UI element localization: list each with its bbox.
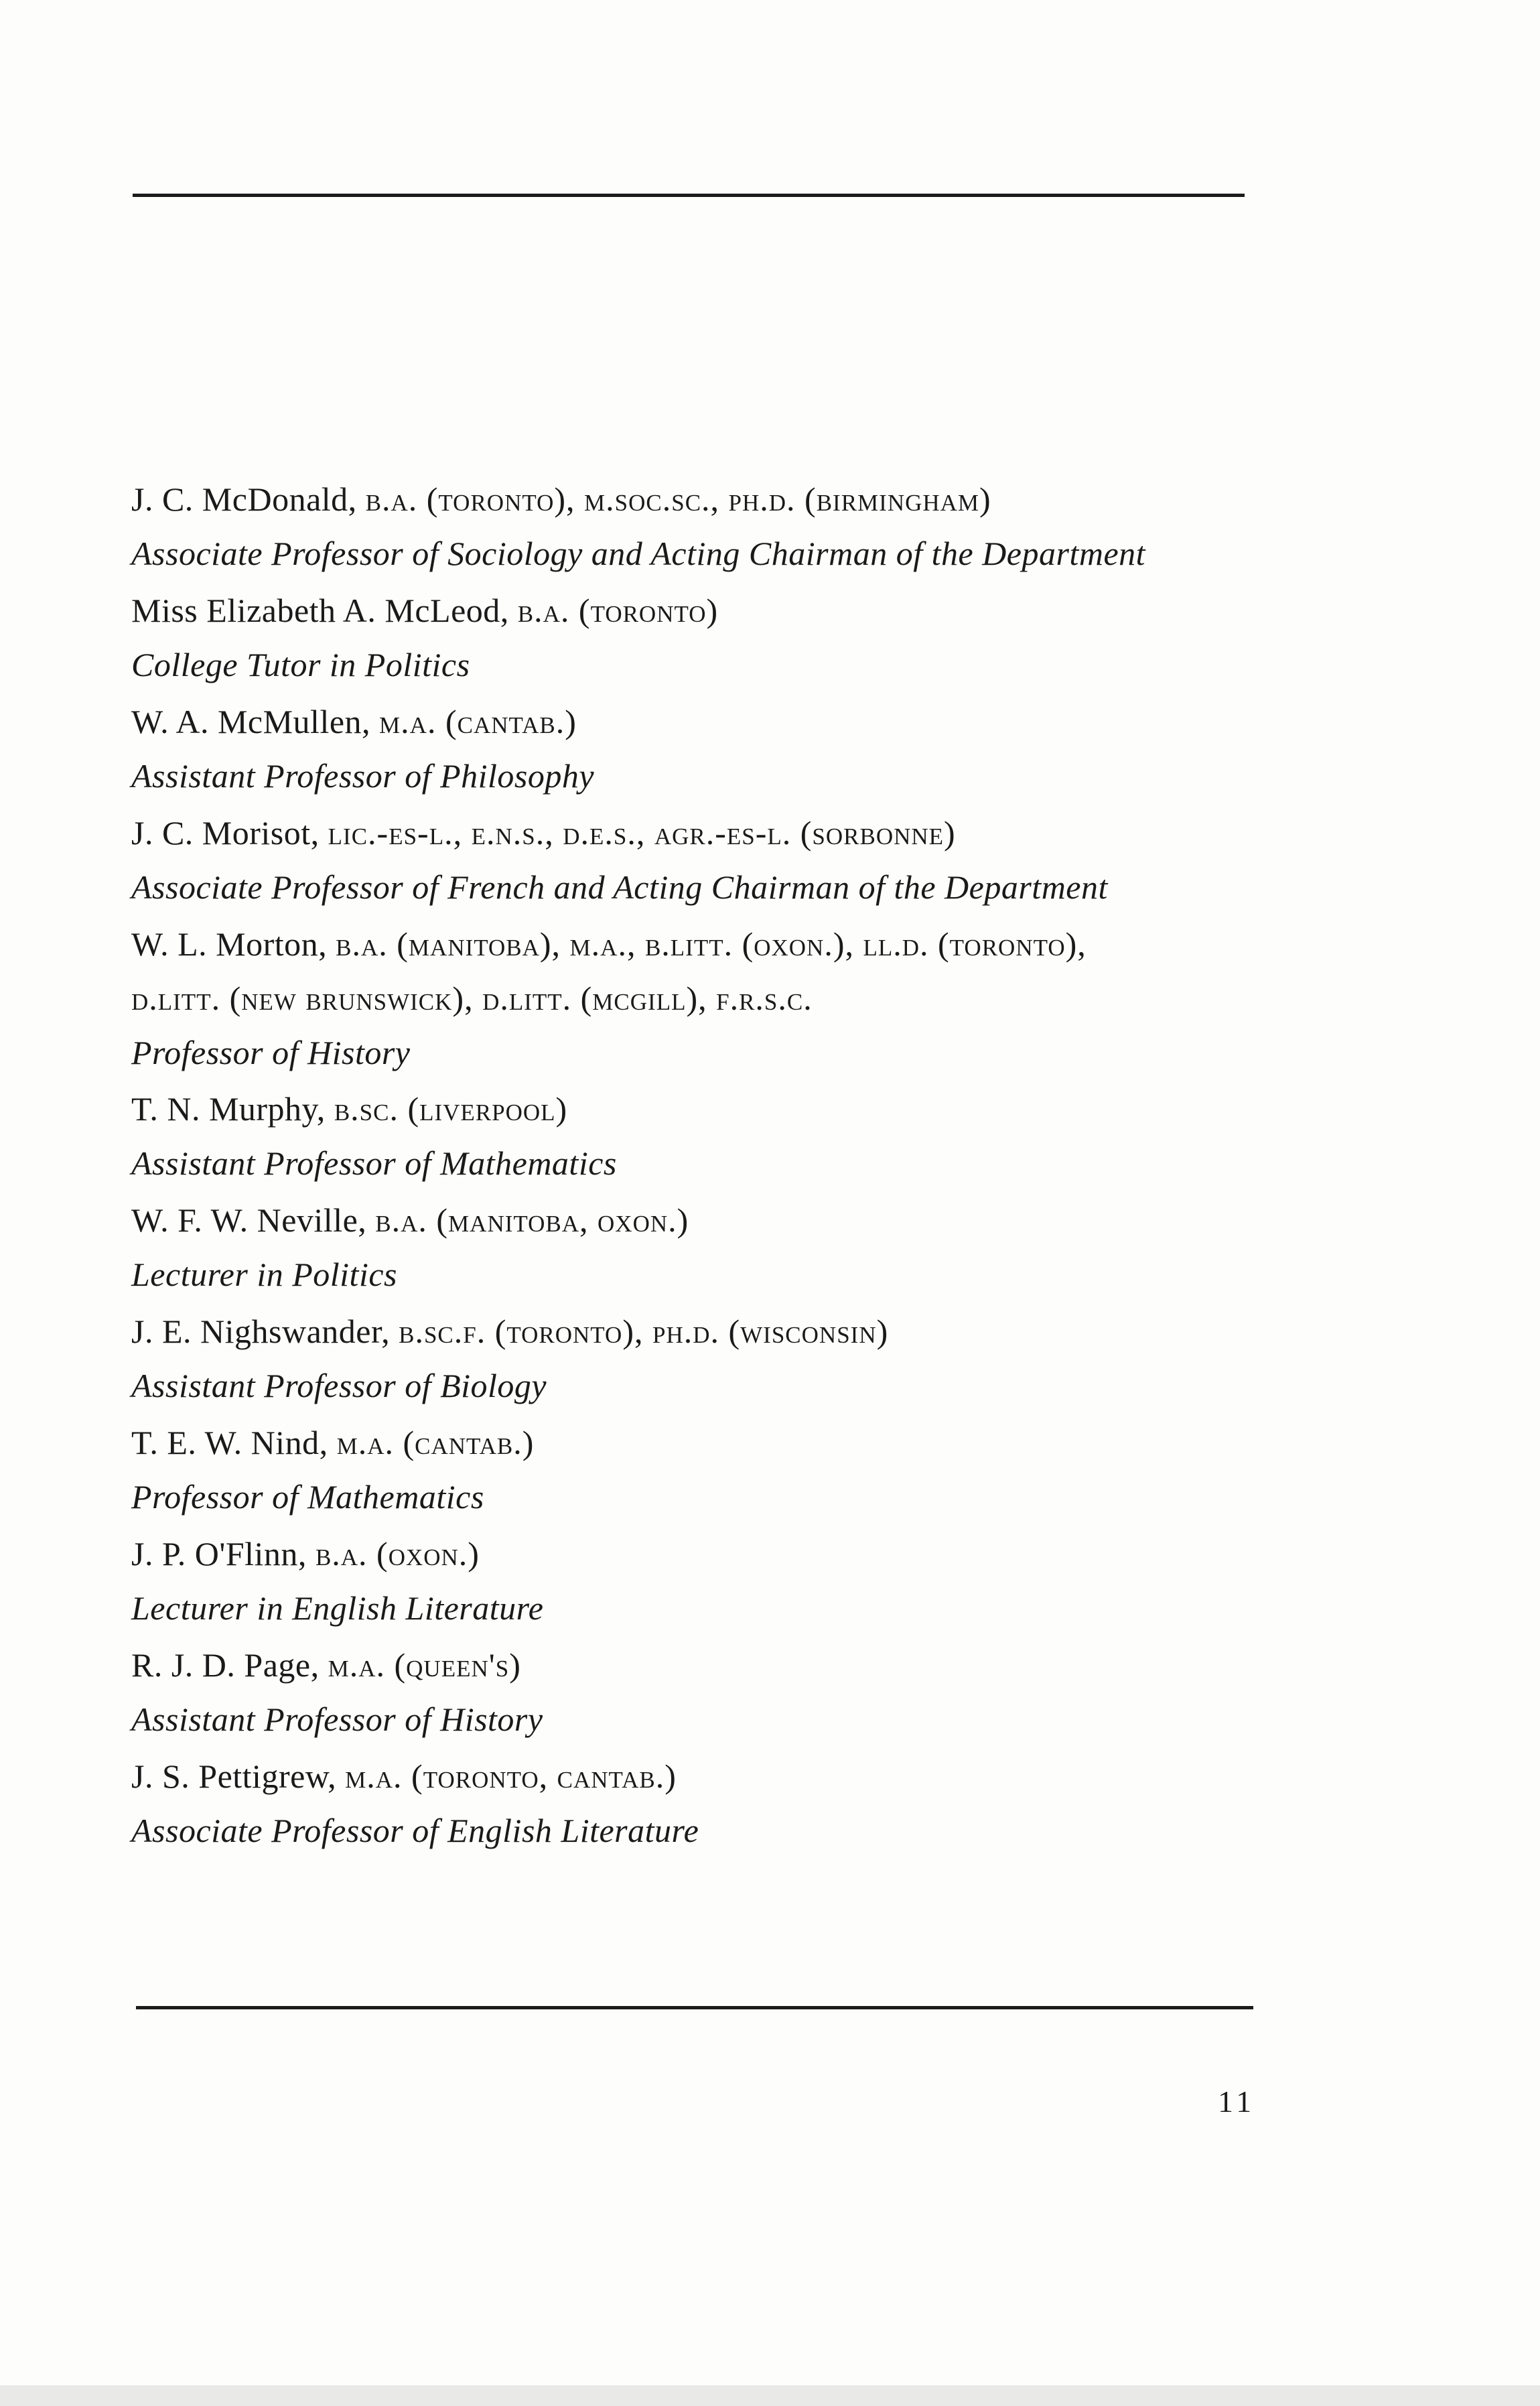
faculty-degrees: m.a. (cantab.) — [379, 703, 577, 740]
faculty-degrees: b.a. (manitoba), m.a., b.litt. (oxon.), ll.d. (toronto), — [336, 925, 1087, 963]
faculty-degrees: lic.-es-l., e.n.s., d.e.s., agr.-es-l. (sorbonne) — [328, 814, 956, 852]
faculty-name-line — [131, 1082, 1270, 1136]
faculty-name-line — [131, 1638, 1270, 1692]
faculty-name: R. J. D. Page, — [131, 1646, 320, 1684]
faculty-degrees: m.a. (queen's) — [328, 1646, 521, 1684]
faculty-name: T. N. Murphy, — [131, 1090, 326, 1128]
faculty-title: Assistant Professor of Philosophy — [131, 757, 595, 795]
page-number: 11 — [1218, 2084, 1256, 2119]
faculty-entry — [131, 584, 1270, 695]
faculty-name-line — [131, 1749, 1270, 1804]
faculty-degrees-continued: d.litt. (new brunswick), d.litt. (mcgill), f.r.s.c. — [131, 980, 813, 1017]
faculty-name: J. C. Morisot, — [131, 814, 320, 852]
top-rule — [133, 194, 1245, 197]
faculty-title: College Tutor in Politics — [131, 646, 470, 683]
faculty-name: W. A. McMullen, — [131, 703, 371, 740]
faculty-name-line — [131, 806, 1270, 860]
faculty-title: Associate Professor of Sociology and Acting Chairman of the Department — [131, 535, 1146, 572]
faculty-degrees: m.a. (cantab.) — [336, 1424, 535, 1461]
faculty-entry — [131, 1749, 1270, 1861]
faculty-name: Miss Elizabeth A. McLeod, — [131, 592, 509, 629]
faculty-name: J. E. Nighswander, — [131, 1313, 391, 1350]
faculty-degrees: b.a. (toronto), m.soc.sc., ph.d. (birmingham) — [365, 480, 991, 518]
faculty-name-line — [131, 1193, 1270, 1248]
faculty-name-line — [131, 1305, 1270, 1359]
faculty-name: J. P. O'Flinn, — [131, 1535, 307, 1573]
faculty-name: W. L. Morton, — [131, 925, 328, 963]
faculty-degrees: b.a. (manitoba, oxon.) — [375, 1201, 689, 1239]
faculty-entry — [131, 1638, 1270, 1749]
faculty-degrees-continued-line — [131, 972, 1270, 1026]
faculty-title: Professor of Mathematics — [131, 1478, 484, 1516]
faculty-degrees: b.sc. (liverpool) — [334, 1090, 568, 1128]
faculty-entry — [131, 1416, 1270, 1527]
faculty-name-line — [131, 584, 1270, 638]
faculty-name-line — [131, 1416, 1270, 1470]
faculty-name: J. S. Pettigrew, — [131, 1757, 337, 1795]
faculty-entry — [131, 806, 1270, 917]
scan-edge-shadow — [0, 2385, 1540, 2406]
faculty-title: Associate Professor of French and Acting Chairman of the Department — [131, 868, 1108, 906]
faculty-degrees: b.a. (oxon.) — [315, 1535, 480, 1573]
faculty-title: Assistant Professor of Biology — [131, 1367, 547, 1404]
faculty-name-line — [131, 1527, 1270, 1581]
faculty-title: Associate Professor of English Literature — [131, 1812, 699, 1849]
faculty-title: Lecturer in English Literature — [131, 1589, 544, 1627]
faculty-name-line — [131, 695, 1270, 749]
faculty-name-line — [131, 472, 1270, 527]
faculty-entry — [131, 917, 1270, 1082]
faculty-name: W. F. W. Neville, — [131, 1201, 367, 1239]
faculty-degrees: b.a. (toronto) — [517, 592, 719, 629]
faculty-name: T. E. W. Nind, — [131, 1424, 328, 1461]
faculty-entry — [131, 1527, 1270, 1638]
faculty-entry — [131, 695, 1270, 806]
faculty-list — [131, 472, 1270, 1861]
faculty-title: Professor of History — [131, 1034, 411, 1071]
faculty-name-line — [131, 917, 1270, 972]
faculty-entry — [131, 472, 1270, 584]
faculty-degrees: b.sc.f. (toronto), ph.d. (wisconsin) — [399, 1313, 889, 1350]
faculty-name: J. C. McDonald, — [131, 480, 357, 518]
faculty-entry — [131, 1305, 1270, 1416]
faculty-entry — [131, 1193, 1270, 1305]
faculty-entry — [131, 1082, 1270, 1193]
faculty-title: Assistant Professor of History — [131, 1700, 543, 1738]
faculty-title: Lecturer in Politics — [131, 1256, 397, 1293]
bottom-rule — [136, 2006, 1253, 2009]
faculty-title: Assistant Professor of Mathematics — [131, 1144, 617, 1182]
faculty-degrees: m.a. (toronto, cantab.) — [345, 1757, 677, 1795]
